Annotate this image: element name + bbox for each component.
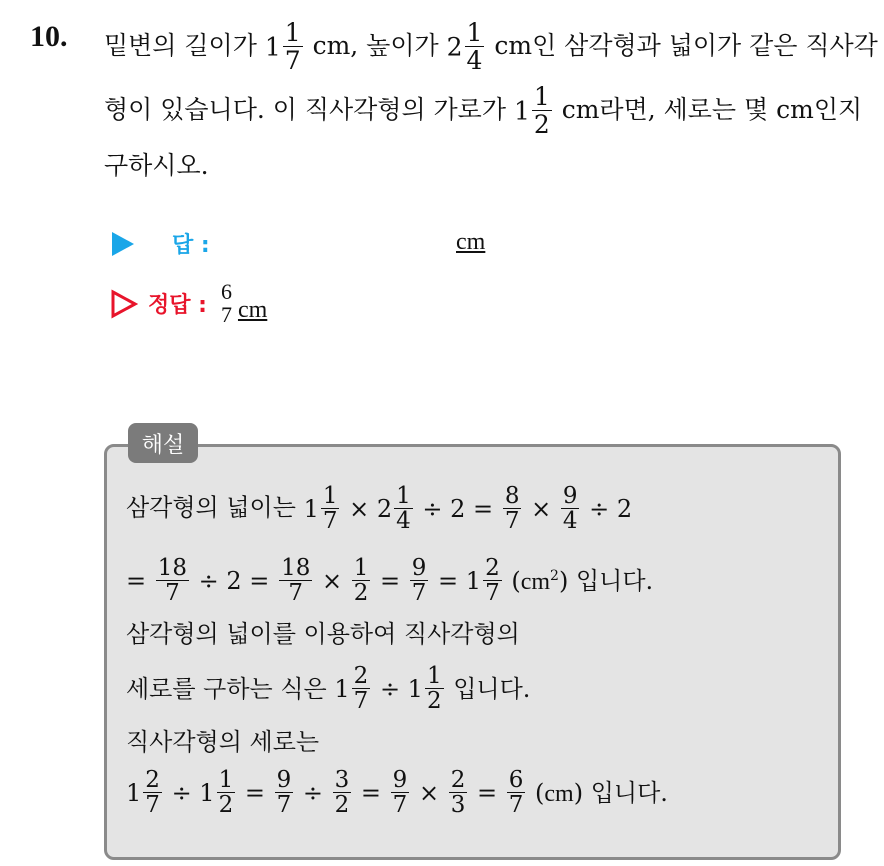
solution-line-2: = $\frac{18}{7}$ ÷ 2 = $\frac{18}{7}$ × $\frac{1}{2}$ = $\frac{9}{7}$ = 1 $\frac{2}{7}$ $(cm^2)$ 입니다. (126, 555, 654, 607)
denominator: 7 (284, 46, 301, 76)
solution-line-1: 삼각형의 넓이는 1 $\frac{1}{7}$ × 2 $\frac{1}{4}$ ÷ 2 = $\frac{8}{7}$ × $\frac{9}{4}$ ÷ 2 (126, 483, 633, 535)
solution-line-5: 직사각형의 세로는 (126, 728, 320, 756)
solution-text: 삼각형의 넓이는 (126, 493, 296, 522)
correct-answer-row (110, 280, 267, 327)
question-text: 밑변의 길이가 (104, 30, 257, 60)
play-filled-icon (110, 230, 136, 258)
answer-unit: cm (456, 229, 486, 255)
solution-line-6: 1 $\frac{2}{7}$ ÷ 1 $\frac{1}{2}$ = $\frac{9}{7}$ ÷ $\frac{3}{2}$ = $\frac{9}{7}$ × $\frac{2}{3}$ = $\frac{6}{7}$ (cm) 입니다. (126, 767, 668, 819)
whole: 1 (513, 96, 530, 126)
answer-label: 답 : (172, 233, 210, 258)
solution-line-3: 삼각형의 넓이를 이용하여 직사각형의 (126, 620, 520, 648)
denominator: 4 (466, 46, 483, 76)
question-text: cm인 삼각형과 넓이가 같은 직사각 (494, 30, 878, 60)
solution-text: 입니다. (590, 779, 668, 808)
denominator: 2 (533, 110, 550, 140)
base-length-fraction (264, 18, 305, 76)
correct-answer-unit: cm (237, 297, 268, 324)
question-text: cm, 높이가 (312, 30, 439, 60)
whole: 2 (446, 32, 463, 62)
play-outline-icon (110, 289, 138, 319)
question-text: cm인지 (776, 94, 863, 124)
question-text: cm라면, 세로는 몇 (561, 94, 769, 124)
numerator: 1 (284, 18, 301, 47)
whole: 1 (264, 32, 281, 62)
answer-row (110, 228, 210, 259)
unit-superscript: 2 (550, 567, 559, 584)
solution-text: 세로를 구하는 식은 (126, 675, 327, 704)
question-line-2 (104, 84, 862, 139)
correct-answer-fraction (219, 280, 234, 327)
solution-line-4: 세로를 구하는 식은 1 $\frac{2}{7}$ ÷ 1 $\frac{1}{2}$ 입니다. (126, 663, 531, 715)
numerator: 6 (220, 279, 232, 304)
height-fraction (446, 18, 487, 76)
question-line-1 (104, 20, 878, 75)
width-fraction (513, 82, 554, 140)
correct-answer-label: 정답 : (148, 293, 207, 319)
solution-text: 입니다. (575, 567, 654, 596)
question-text: 형이 있습니다. 이 직사각형의 가로가 (104, 94, 506, 124)
solution-tag: 해설 (128, 423, 198, 463)
denominator: 7 (220, 302, 232, 328)
unit: cm (544, 780, 574, 807)
numerator: 1 (533, 82, 550, 111)
unit: cm (520, 568, 551, 595)
question-number: 10. (30, 20, 68, 53)
question-line-3: 구하시오. (104, 151, 209, 180)
numerator: 1 (466, 18, 483, 47)
solution-text: 입니다. (453, 675, 531, 704)
